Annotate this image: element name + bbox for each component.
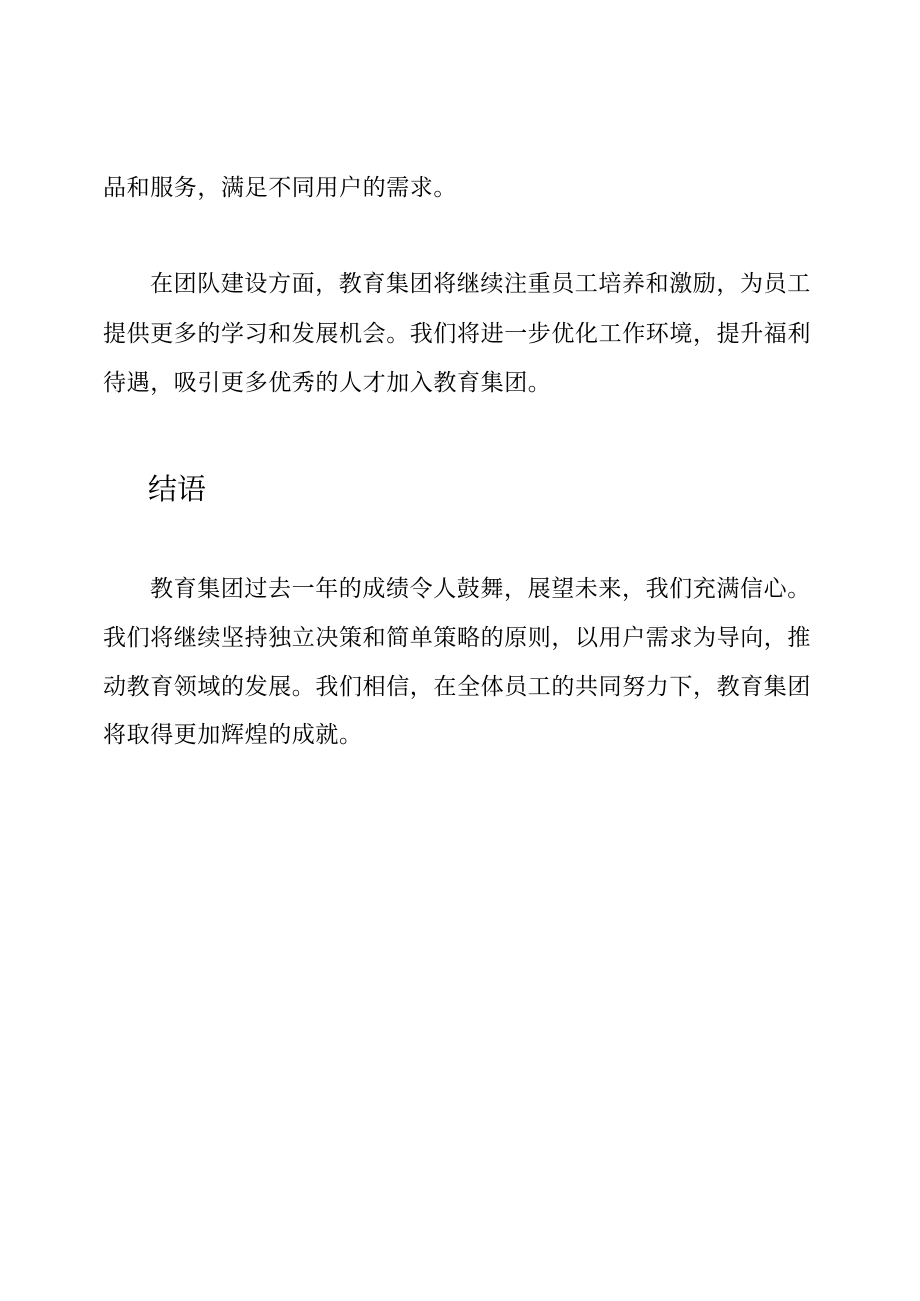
paragraph-intro-line: 品和服务，满足不同用户的需求。 xyxy=(103,175,457,201)
paragraph-conclusion-line: 将取得更加辉煌的成就。 xyxy=(103,722,363,748)
section-heading: 结语 xyxy=(148,472,207,506)
paragraph-team-line: 提供更多的学习和发展机会。我们将进一步优化工作环境，提升福利 xyxy=(103,321,811,347)
paragraph-team-line: 在团队建设方面，教育集团将继续注重员工培养和激励，为员工 xyxy=(150,271,811,297)
paragraph-conclusion-line: 教育集团过去一年的成绩令人鼓舞，展望未来，我们充满信心。 xyxy=(150,576,811,602)
paragraph-conclusion-line: 我们将继续坚持独立决策和简单策略的原则，以用户需求为导向，推 xyxy=(103,625,811,651)
paragraph-team-line: 待遇，吸引更多优秀的人才加入教育集团。 xyxy=(103,370,552,396)
paragraph-conclusion-line: 动教育领域的发展。我们相信，在全体员工的共同努力下，教育集团 xyxy=(103,674,811,700)
